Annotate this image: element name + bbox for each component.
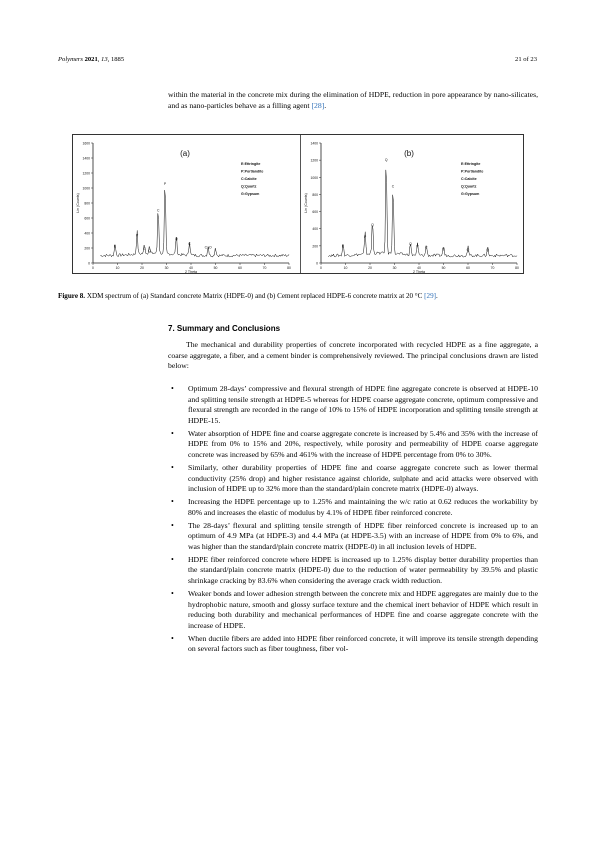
y-tick-label: 800 — [312, 192, 318, 197]
x-tick-label: 50 — [441, 266, 446, 270]
legend-entry: Q:Quartz — [461, 184, 477, 189]
journal-volume: 13 — [101, 56, 108, 63]
legend-entry: P:Portlandite — [241, 169, 264, 174]
y-tick-label: 1400 — [82, 156, 90, 161]
xrd-plot-a — [73, 135, 300, 273]
intro-end: . — [324, 100, 327, 110]
y-tick-label: 1400 — [310, 141, 318, 146]
figure-panel-b — [301, 135, 523, 273]
list-item: • HDPE fiber reinforced concrete where HDPE is increased up to 1.25% display better durability properties than the standard/plain concrete matrix (HDPE-0) due to the reduction of water permeability by 39.5% and plastic shrinkage cracking by 83.6% when considering the average crack width reduction. — [168, 555, 538, 587]
legend-entry: P:Portlandite — [461, 169, 484, 174]
list-item: • When ductile fibers are added into HDPE fiber reinforced concrete, it will improve its tensile strength depending on several factors such as fiber toughness, fiber vol- — [168, 634, 538, 655]
caption-text: XDM spectrum of (a) Standard concrete Matrix (HDPE-0) and (b) Cement replaced HDPE-6 concrete matrix at 20 °C — [85, 292, 425, 300]
y-tick-label: 1200 — [82, 171, 90, 176]
caption-end: . — [435, 292, 438, 300]
legend-entry: Q:Quartz — [241, 184, 257, 189]
page-number: 21 of 23 — [515, 56, 537, 63]
x-tick-label: 60 — [466, 266, 470, 270]
y-axis-label: Lin (Counts) — [304, 193, 308, 213]
x-tick-label: 40 — [189, 266, 193, 270]
list-item: • Increasing the HDPE percentage up to 1.25% and maintaining the w/c ratio at 0.62 reduces the workability by 80% and increases the elastic of modulus by 4.1% of HDPE fiber reinforced concrete. — [168, 497, 538, 518]
peak-label: CaO — [204, 245, 212, 250]
peak-label: Q — [174, 237, 178, 242]
legend-entry: C:Calcite — [241, 177, 257, 181]
list-item: • Similarly, other durability properties of HDPE fine and coarse aggregate concrete such as lower thermal conductivity (25% drop) and higher resistance against chloride, sulphate and acid attacks were observed with inclusion of HDPE up to 32% more than the standard/plain concrete matrix (HDPE-0) always. — [168, 463, 538, 495]
article-number: 1885 — [110, 56, 125, 63]
y-tick-label: 400 — [84, 231, 90, 236]
figure-xrd — [72, 134, 524, 274]
x-tick-label: 30 — [392, 266, 397, 270]
y-tick-label: 1600 — [82, 141, 90, 146]
y-tick-label: 1000 — [82, 186, 90, 191]
list-item: • Water absorption of HDPE fine and coarse aggregate concrete is increased by 5.4% and 35% with the increase of HDPE from 0% to 15% and 20%, respectively, while porosity and permeability of HDPE coarse aggregate concrete was increased by 65% and 461% with the increase of HDPE percentage from 0% to 30%. — [168, 429, 538, 461]
x-axis-label: 2 Theta — [184, 270, 198, 273]
y-tick-label: 400 — [312, 227, 318, 232]
peak-label: E — [341, 244, 345, 249]
running-header-left: Polymers 2021, 13, 1885 — [58, 56, 125, 63]
peak-label: Q — [384, 158, 388, 162]
list-item: • Weaker bonds and lower adhesion strength between the concrete mix and HDPE aggregates are mainly due to the hydrophobic nature, smooth and glossy surface texture and the chemical inert behavior of HDPE which result in reducing both durability and mechanical performances of HDPE fine and coarse aggregate concrete with the increase of HDPE. — [168, 589, 538, 631]
legend-entry: C:Calcite — [461, 177, 477, 181]
xrd-plot-b — [301, 135, 523, 273]
intro-paragraph — [168, 90, 538, 111]
section-intro: The mechanical and durability properties of concrete incorporated with recycled HDPE as a fine aggregate, a coarse aggregate, a fiber, and a cement binder is comprehensively reviewed. The principal conclusions drawn are listed below: — [168, 340, 538, 371]
peak-label: Q — [371, 222, 374, 227]
caption-citation[interactable]: [29] — [424, 292, 436, 300]
y-tick-label: 200 — [84, 246, 90, 251]
peak-label: C — [425, 245, 428, 250]
y-tick-label: 1000 — [310, 175, 318, 180]
peak-label: P — [363, 234, 367, 239]
peak-label: Q — [409, 242, 412, 246]
x-tick-label: 80 — [287, 266, 291, 270]
x-tick-label: 0 — [92, 266, 94, 270]
legend-entry: E:Ettringite — [461, 162, 481, 166]
y-tick-label: 600 — [84, 216, 90, 221]
legend-entry: G:Gypsum — [241, 192, 260, 196]
peak-label: P — [135, 233, 139, 238]
peak-label: P — [163, 182, 167, 186]
peak-label: C — [391, 184, 395, 189]
peak-label: P — [416, 244, 419, 249]
citation-link[interactable]: [28] — [311, 100, 325, 110]
y-tick-label: 600 — [312, 210, 318, 215]
spectrum-line — [328, 170, 517, 257]
peak-label: Q — [442, 246, 445, 251]
legend-entry: E:Ettringite — [241, 162, 261, 166]
list-item: • Optimum 28-days’ compressive and flexural strength of HDPE fine aggregate concrete is observed at HDPE-10 and splitting tensile strength at HDPE-5 whereas for HDPE coarse aggregate concrete, optimum compressive and flexural strength are recorded in the range of 10% to 15% of HDPE incorporation and splitting tensile strength at HDPE-15. — [168, 384, 538, 426]
x-axis-label: 2 Theta — [412, 270, 426, 273]
x-tick-label: 10 — [115, 266, 120, 270]
peak-label: Q — [148, 249, 151, 254]
list-item: • The 28-days’ flexural and splitting tensile strength of HDPE fiber reinforced concrete is increased up to an optimum of 4.9 MPa (at HDPE-3) and 4.4 MPa (at HDPE-3.5) with an increase of HDPE from 0% to 6%, and was higher than the standard/plain concrete matrix (HDPE-0) in all inclusion levels of HDPE. — [168, 521, 538, 553]
y-tick-label: 0 — [316, 261, 318, 266]
x-tick-label: 50 — [213, 266, 218, 270]
y-tick-label: 800 — [84, 201, 90, 206]
y-tick-label: 1200 — [310, 158, 318, 163]
y-tick-label: 0 — [88, 261, 90, 266]
x-tick-label: 0 — [320, 266, 322, 270]
peak-label: C — [156, 208, 160, 213]
journal-year: 2021 — [84, 56, 98, 63]
y-axis-label: Lin (Counts) — [76, 193, 80, 213]
x-tick-label: 20 — [368, 266, 372, 270]
x-tick-label: 10 — [343, 266, 348, 270]
peak-label: E — [113, 244, 117, 249]
section-heading: 7. Summary and Conclusions — [168, 324, 281, 333]
x-tick-label: 20 — [140, 266, 144, 270]
x-tick-label: 70 — [262, 266, 267, 270]
x-tick-label: 60 — [238, 266, 242, 270]
caption-label: Figure 8. — [58, 292, 86, 300]
y-tick-label: 200 — [312, 244, 318, 249]
panel-label: (a) — [180, 149, 190, 158]
figure-panel-a — [73, 135, 301, 273]
panel-label: (b) — [404, 149, 414, 158]
conclusions-list — [168, 384, 538, 657]
journal-name: Polymers — [58, 56, 83, 63]
peak-label: Q — [486, 248, 489, 252]
peak-label: C — [188, 242, 191, 246]
x-tick-label: 40 — [417, 266, 421, 270]
x-tick-label: 80 — [515, 266, 519, 270]
peak-label: G — [143, 246, 146, 251]
x-tick-label: 70 — [490, 266, 495, 270]
peak-label: Q — [466, 248, 470, 252]
intro-text: within the material in the concrete mix during the elimination of HDPE, reduction in pore appearance by nano-silicates, and as nano-particles behave as a filling agent — [168, 90, 538, 110]
x-tick-label: 30 — [164, 266, 169, 270]
figure-caption — [58, 291, 540, 301]
legend-entry: G:Gypsum — [461, 192, 480, 196]
spectrum-line — [100, 190, 289, 257]
